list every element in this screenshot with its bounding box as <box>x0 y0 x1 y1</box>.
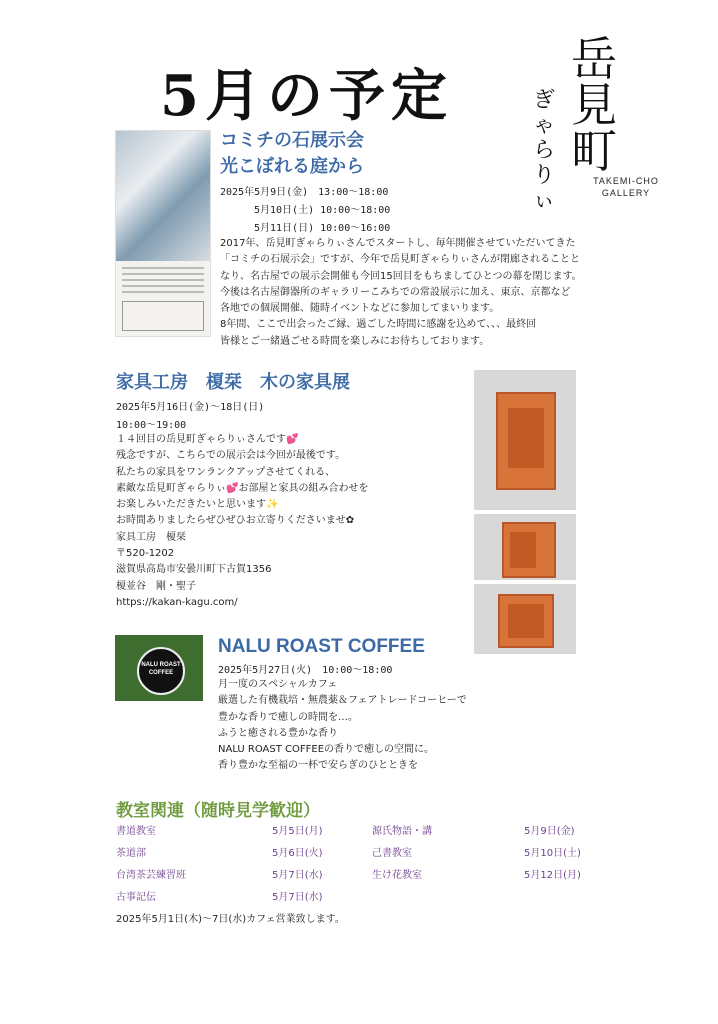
event3-date: 2025年5月27日(火) 10:00～18:00 <box>218 665 393 676</box>
classes-title: 教室関連（随時見学歓迎） <box>116 801 320 821</box>
coffee-logo-image <box>115 635 203 701</box>
event1-title-line1: コミチの石展示会 <box>220 130 364 151</box>
class-date: 5月9日(金) <box>524 826 575 837</box>
gallery-logo-en: TAKEMI-CHO GALLERY <box>593 176 659 198</box>
event1-body: 2017年、岳見町ぎゃらりぃさんでスタートし、毎年開催させていただいてきた 「コミチの石展示会」ですが、今年で岳見町ぎゃらりぃさんが閉廊されることと なり、名古屋での展示会開催も今回15回目をもちましてひとつの幕を閉じます。 今後は名古屋御器所のギャラリーこみちでの常設展示に加え、東京、京都など 各地での個展開催、随時イベントなどに参加してまいります。 8年間、ここで出会ったご縁、過ごした時間に感謝を込めて、、、最終回 皆様とご一緒過ごせる時間を楽しみにお待ちしております。 <box>220 238 582 347</box>
event2-title: 家具工房 榎栞 木の家具展 <box>116 372 350 393</box>
class-date: 5月12日(月) <box>524 870 581 881</box>
event1-title-line2: 光こぼれる庭から <box>220 156 364 177</box>
class-date: 5月6日(火) <box>272 848 323 859</box>
class-name: 源氏物語・講 <box>372 826 432 837</box>
class-date: 5月10日(土) <box>524 848 581 859</box>
event1-date-2: 5月10日(土) 10:00～18:00 <box>254 205 391 216</box>
coffee-logo: NALU ROAST COFFEE <box>137 647 185 695</box>
class-name: 台湾茶芸練習班 <box>116 870 186 881</box>
class-name: 生け花教室 <box>372 870 422 881</box>
event1-date-3: 5月11日(日) 10:00～16:00 <box>254 223 391 234</box>
class-name: 書道教室 <box>116 826 156 837</box>
furniture-photo-3 <box>474 584 576 654</box>
furniture-photo-1 <box>474 370 576 510</box>
class-date: 5月5日(月) <box>272 826 323 837</box>
class-date: 5月7日(水) <box>272 870 323 881</box>
event2-date: 2025年5月16日(金)～18日(日) <box>116 402 265 413</box>
class-name: 古事記伝 <box>116 892 156 903</box>
class-date: 5月7日(水) <box>272 892 323 903</box>
gallery-logo-kana: ぎゃらりぃ <box>532 88 555 213</box>
furniture-photo-2 <box>474 514 576 580</box>
class-name: 茶道部 <box>116 848 146 859</box>
gallery-logo-kanji: 岳見町 <box>571 32 617 178</box>
class-name: 己書教室 <box>372 848 412 859</box>
event1-date-1: 2025年5月9日(金) 13:00～18:00 <box>220 187 389 198</box>
event3-body: 月一度のスペシャルカフェ 厳選した有機栽培・無農薬＆フェアトレードコーヒーで 豊かな香りで癒しの時間を…。 ふうと癒される豊かな香り NALU ROAST COFFEEの香りで癒しの空間に。 香り豊かな至福の一杯で安らぎのひとときを <box>218 679 467 772</box>
event3-title: NALU ROAST COFFEE <box>218 636 425 657</box>
event2-time: 10:00～19:00 <box>116 420 187 431</box>
event1-poster-image <box>115 130 211 337</box>
event2-body: １４回目の岳見町ぎゃらりぃさんです💕 残念ですが、こちらでの展示会は今回が最後です。 私たちの家具をワンランクアップさせてくれる、 素敵な岳見町ぎゃらりぃ💕お部屋と家具の組み合わせを お楽しみいただきたいと思います✨ お時間ありましたらぜひぜひお立寄りくださいませ✿ 家具工房 榎栞 〒520-1202 滋賀県高島市安曇川町下古賀1356 榎並谷 剛・聖子 https://kakan-kagu.com/ <box>116 434 369 608</box>
page-title: 5月の予定 <box>160 63 453 129</box>
cafe-notice: 2025年5月1日(木)～7日(水)カフェ営業致します。 <box>116 914 345 925</box>
